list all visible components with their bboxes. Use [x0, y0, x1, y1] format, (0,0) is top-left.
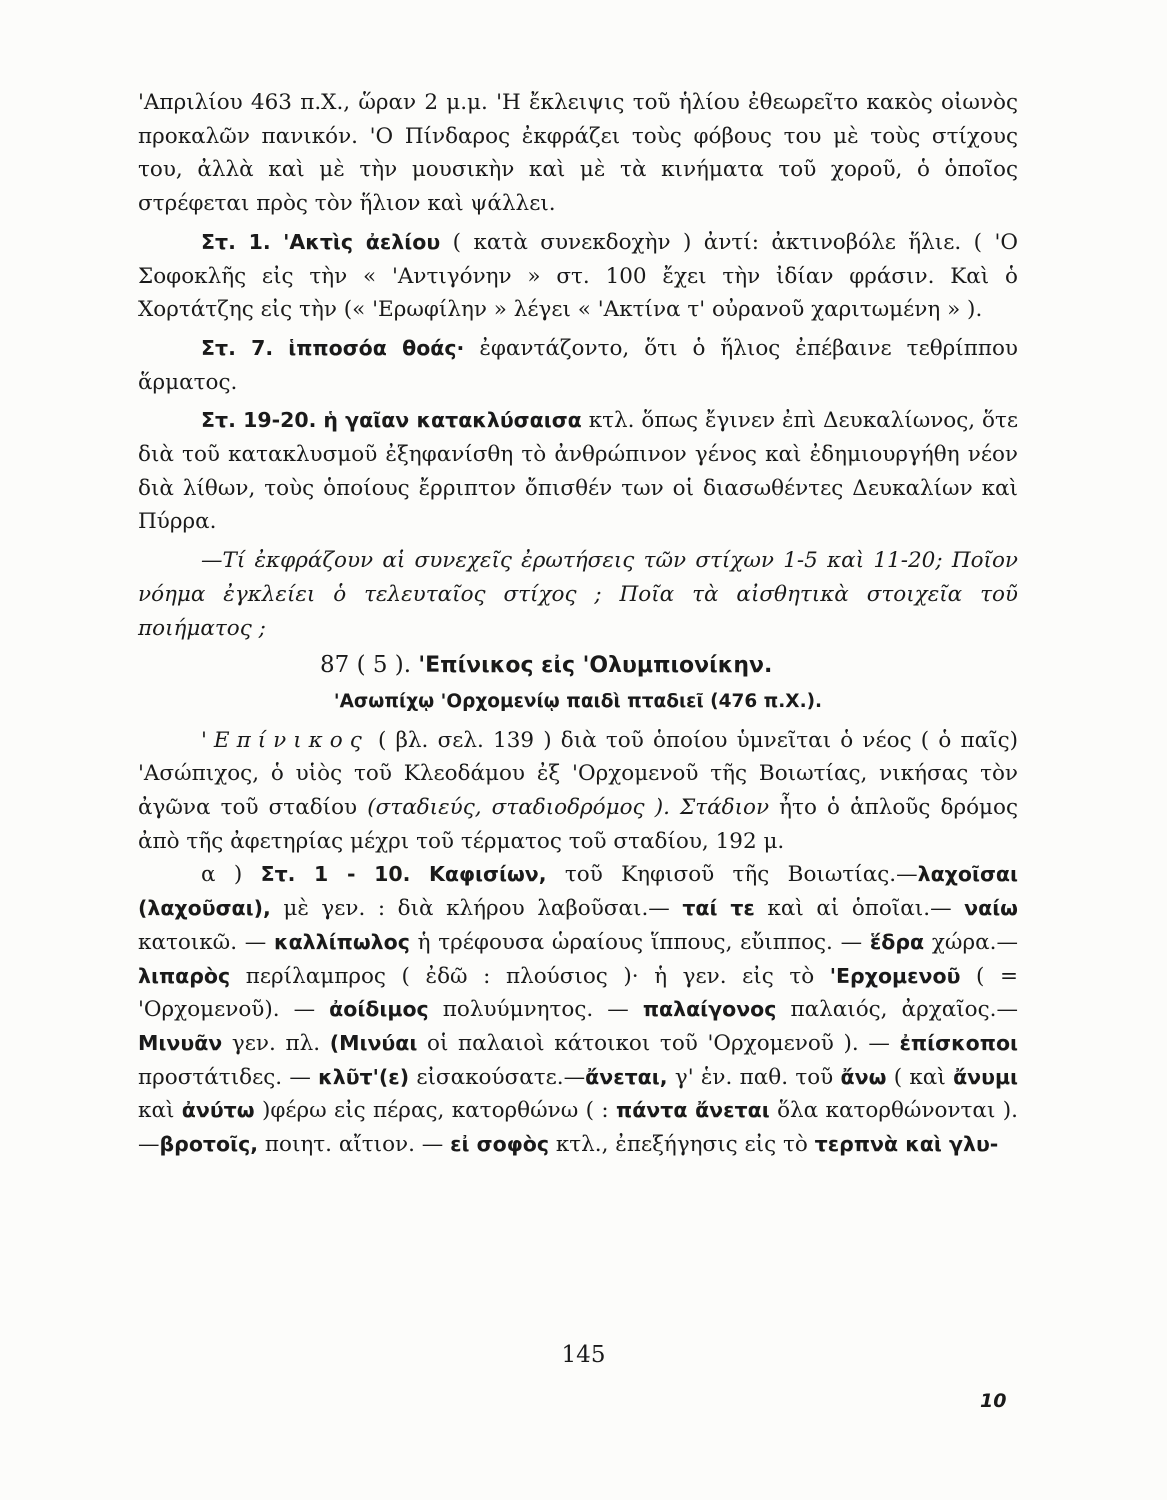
- verse-label: Στ. 1.: [201, 229, 271, 254]
- gloss-text: ( καὶ: [893, 1064, 946, 1090]
- gloss-text: προστάτιδες. —: [138, 1064, 311, 1090]
- gloss-text: τοῦ Κηφισοῦ τῆς Βοιωτίας.—: [564, 862, 918, 888]
- heading-number: 87 ( 5 ).: [320, 652, 412, 679]
- heading-title: 'Επίνικος εἰς 'Ολυμπιονίκην.: [418, 653, 773, 679]
- gloss-text: γεν. πλ.: [231, 1030, 321, 1056]
- gloss-term: ἄνεται,: [585, 1064, 668, 1089]
- gloss-term: τερπνὰ καὶ γλυ-: [814, 1132, 999, 1157]
- gloss-text: περίλαμπρος ( ἐδῶ : πλούσιος )· ἡ γεν. εἰς τὸ: [245, 963, 815, 989]
- gloss-text: καὶ αἱ ὁποῖαι.—: [767, 896, 952, 922]
- text-b: ἦτο ὁ ἁπλοῦς δρόμος ἀπὸ τῆς ἀφετηρίας μέχρι τοῦ τέρματος τοῦ σταδίου, 192 μ.: [138, 795, 1018, 854]
- gloss-term: ἐπίσκοποι: [899, 1030, 1019, 1055]
- gloss-text: πολυύμνητος. —: [442, 997, 629, 1023]
- gloss-text: χώρα.—: [931, 929, 1018, 955]
- gloss-text: καὶ: [138, 1098, 175, 1124]
- gloss-term: λιπαρὸς: [138, 963, 231, 988]
- gloss-term: ἄνυμι: [953, 1064, 1019, 1089]
- gloss-term: ταί τε: [682, 896, 755, 921]
- gloss-term: ἕδρα: [869, 929, 925, 954]
- gloss-text: κατοικῶ. —: [138, 929, 267, 955]
- verse-text: ἐφαντάζοντο, ὅτι ὁ ἥλιος ἐπέβαινε τεθρίππου ἅρματος.: [138, 335, 1018, 395]
- gloss-text: μὲ γεν. : διὰ κλήρου λαβοῦσαι.—: [283, 896, 670, 922]
- gloss-term: εἰ σοφὸς: [450, 1132, 549, 1157]
- paragraph-questions: —Τί ἐκφράζουν αἱ συνεχεῖς ἐρωτήσεις τῶν στίχων 1-5 καὶ 11-20; Ποῖον νόημα ἐγκλείει ὁ τελευταῖος στίχος ; Ποῖα τὰ αἰσθητικὰ στοιχεῖα τοῦ ποιήματος ;: [138, 548, 1018, 641]
- gloss-term: καλλίπωλος: [274, 929, 410, 954]
- text-a: ( βλ. σελ. 139 ) διὰ τοῦ ὁποίου ὑμνεῖται ὁ νέος ( ὁ παῖς) 'Ασώπιχος, ὁ υἱὸς τοῦ Κλεοδάμου ἐξ 'Ορχομενοῦ τῆς Βοιωτίας, νικήσας τὸν ἀγῶνα τοῦ σταδίου: [138, 727, 1018, 821]
- verse-label: Στ. 7.: [201, 335, 274, 360]
- gloss-text: ( = 'Ορχομενοῦ). —: [138, 963, 1019, 1023]
- gloss-term: (Μινύαι: [329, 1030, 418, 1055]
- gloss-text: ποιητ. αἴτιον. —: [264, 1132, 444, 1158]
- gloss-term: 'Ερχομενοῦ: [829, 963, 961, 988]
- paragraph-epinikos: [138, 724, 1018, 859]
- gloss-term: παλαίγονος: [642, 997, 777, 1022]
- gloss-term: ναίω: [964, 896, 1018, 921]
- gloss-term: πάντα ἄνεται: [615, 1098, 770, 1123]
- gloss-term: ἄνω: [840, 1064, 887, 1089]
- section-heading: [138, 649, 1018, 683]
- gloss-term: Στ. 1 - 10. Καφισίων,: [260, 862, 547, 887]
- gloss-text: οἱ παλαιοὶ κάτοικοι τοῦ 'Ορχομενοῦ ). —: [427, 1030, 890, 1056]
- gloss-text: κτλ., ἐπεξήγησις εἰς τὸ: [555, 1132, 808, 1158]
- verse-label: Στ. 19-20.: [201, 408, 317, 433]
- verse-term: ἱπποσόα θοάς·: [288, 335, 465, 360]
- gloss-text: )φέρω εἰς πέρας, κατορθώνω ( :: [261, 1098, 609, 1124]
- gloss-text: α ): [201, 862, 243, 888]
- verse-term: 'Ακτὶς ἀελίου: [283, 229, 441, 254]
- section-subheading: 'Ασωπίχῳ 'Ορχομενίῳ παιδὶ πταδιεῖ (476 π.Χ.).: [333, 690, 823, 712]
- verse-text: κτλ. ὅπως ἔγινεν ἐπὶ Δευκαλίωνος, ὅτε διὰ τοῦ κατακλυσμοῦ ἐξηφανίσθη τὸ ἀνθρώπινον γένος καὶ ἐδημιουργήθη νέον διὰ λίθων, τοὺς ὁποίους ἔρριπτον ὄπισθέν των οἱ διασωθέντες Δευκαλίων καὶ Πύρρα.: [138, 408, 1019, 535]
- gloss-term: κλῦτ'(ε): [318, 1064, 410, 1089]
- signature-mark: 10: [980, 1390, 1007, 1412]
- paragraph-verse-1: [138, 226, 1018, 327]
- paragraph-verse-19-20: [138, 404, 1018, 539]
- gloss-text: γ' ἑν. παθ. τοῦ: [674, 1064, 834, 1090]
- verse-term: ἡ γαῖαν κατακλύσαισα: [323, 408, 582, 433]
- paragraph-verse-7: [138, 332, 1018, 399]
- gloss-term: ἀοίδιμος: [329, 997, 429, 1022]
- italic-a: (σταδιεύς, σταδιοδρόμος ). Στάδιον: [367, 795, 770, 821]
- gloss-text: εἰσακούσατε.—: [416, 1064, 586, 1090]
- paragraph-glossary: [138, 858, 1018, 1161]
- verse-text: ( κατὰ συνεκδοχὴν ) ἀντί: ἀκτινοβόλε ἥλιε. ( 'Ο Σοφοκλῆς εἰς τὴν « 'Αντιγόνην » στ. 100 ἔχει τὴν ἰδίαν φράσιν. Καὶ ὁ Χορτάτζης εἰς τὴν (« 'Ερωφίλην » λέγει « 'Ακτίνα τ' οὐρανοῦ χαριτωμένη » ).: [138, 229, 1018, 323]
- page-body: [138, 86, 1018, 1162]
- gloss-text: ἡ τρέφουσα ὡραίους ἵππους, εὔιππος. —: [417, 929, 863, 955]
- gloss-term: ἀνύτω: [181, 1098, 255, 1123]
- spaced-term: 'Επίνικος: [201, 727, 369, 753]
- gloss-text: ὅλα κατορθώνονται ). —: [138, 1098, 1018, 1158]
- gloss-term: Μινυᾶν: [138, 1030, 223, 1055]
- gloss-term: λαχοῖσαι (λαχοῦσαι),: [138, 862, 1018, 921]
- gloss-text: παλαιός, ἀρχαῖος.—: [790, 997, 1019, 1023]
- paragraph-eclipse: 'Απριλίου 463 π.Χ., ὥραν 2 μ.μ. 'Η ἔκλειψις τοῦ ἡλίου ἐθεωρεῖτο κακὸς οἰωνὸς προκαλῶν πανικόν. 'Ο Πίνδαρος ἐκφράζει τοὺς φόβους του μὲ τοὺς στίχους του, ἀλλὰ καὶ μὲ τὴν μουσικὴν καὶ μὲ τὰ κινήματα τοῦ χοροῦ, ὁ ὁποῖος στρέφεται πρὸς τὸν ἥλιον καὶ ψάλλει.: [138, 90, 1018, 217]
- page-number: 145: [561, 1342, 606, 1368]
- gloss-term: βροτοῖς,: [159, 1132, 259, 1157]
